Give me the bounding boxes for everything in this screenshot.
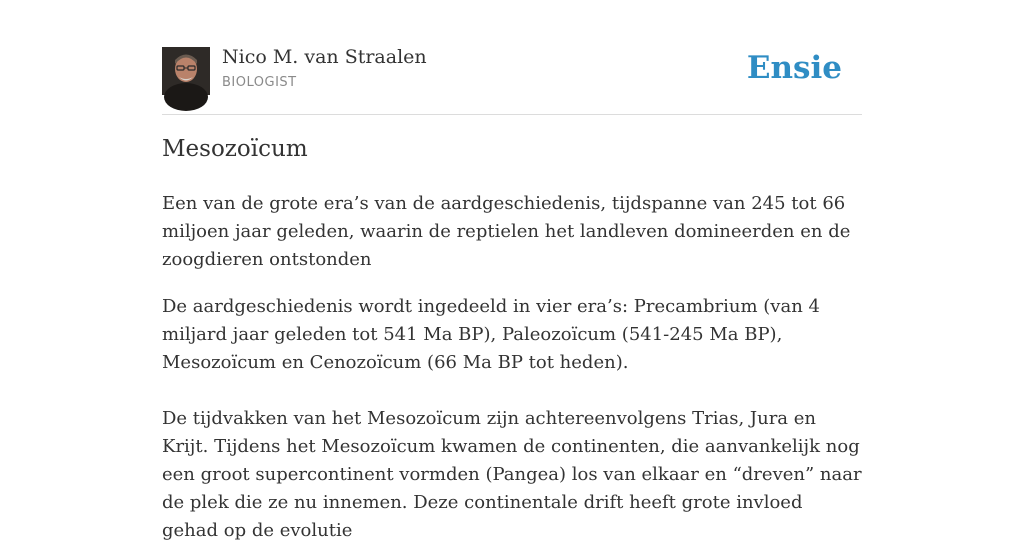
author-avatar[interactable] bbox=[162, 47, 210, 95]
article-paragraph: De tijdvakken van het Mesozoïcum zijn achtereenvolgens Trias, Jura en Krijt. Tijdens het Mesozoïcum kwamen de continenten, die aanvankelijk nog een groot supercontinent vormden (Pangea) los van elkaar en “dreven” naar de plek die ze nu innemen. Deze continentale drift heeft grote invloed gehad op de evolutie bbox=[162, 408, 862, 541]
article-definition: Een van de grote era’s van de aardgeschiedenis, tijdspanne van 245 tot 66 miljoen jaar geleden, waarin de reptielen het landleven domineerden en de zoogdieren ontstonden bbox=[162, 193, 851, 270]
author-name[interactable]: Nico M. van Straalen bbox=[222, 46, 427, 68]
article-paragraph: De aardgeschiedenis wordt ingedeeld in vier era’s: Precambrium (van 4 miljard jaar geleden tot 541 Ma BP), Paleozoïcum (541-245 Ma BP), Mesozoïcum en Cenozoïcum (66 Ma BP tot heden). bbox=[162, 296, 820, 373]
author-header bbox=[162, 44, 862, 115]
ensie-logo[interactable]: Ensie bbox=[746, 50, 842, 86]
article-title: Mesozoïcum bbox=[162, 136, 308, 162]
author-role: BIOLOGIST bbox=[222, 75, 297, 90]
